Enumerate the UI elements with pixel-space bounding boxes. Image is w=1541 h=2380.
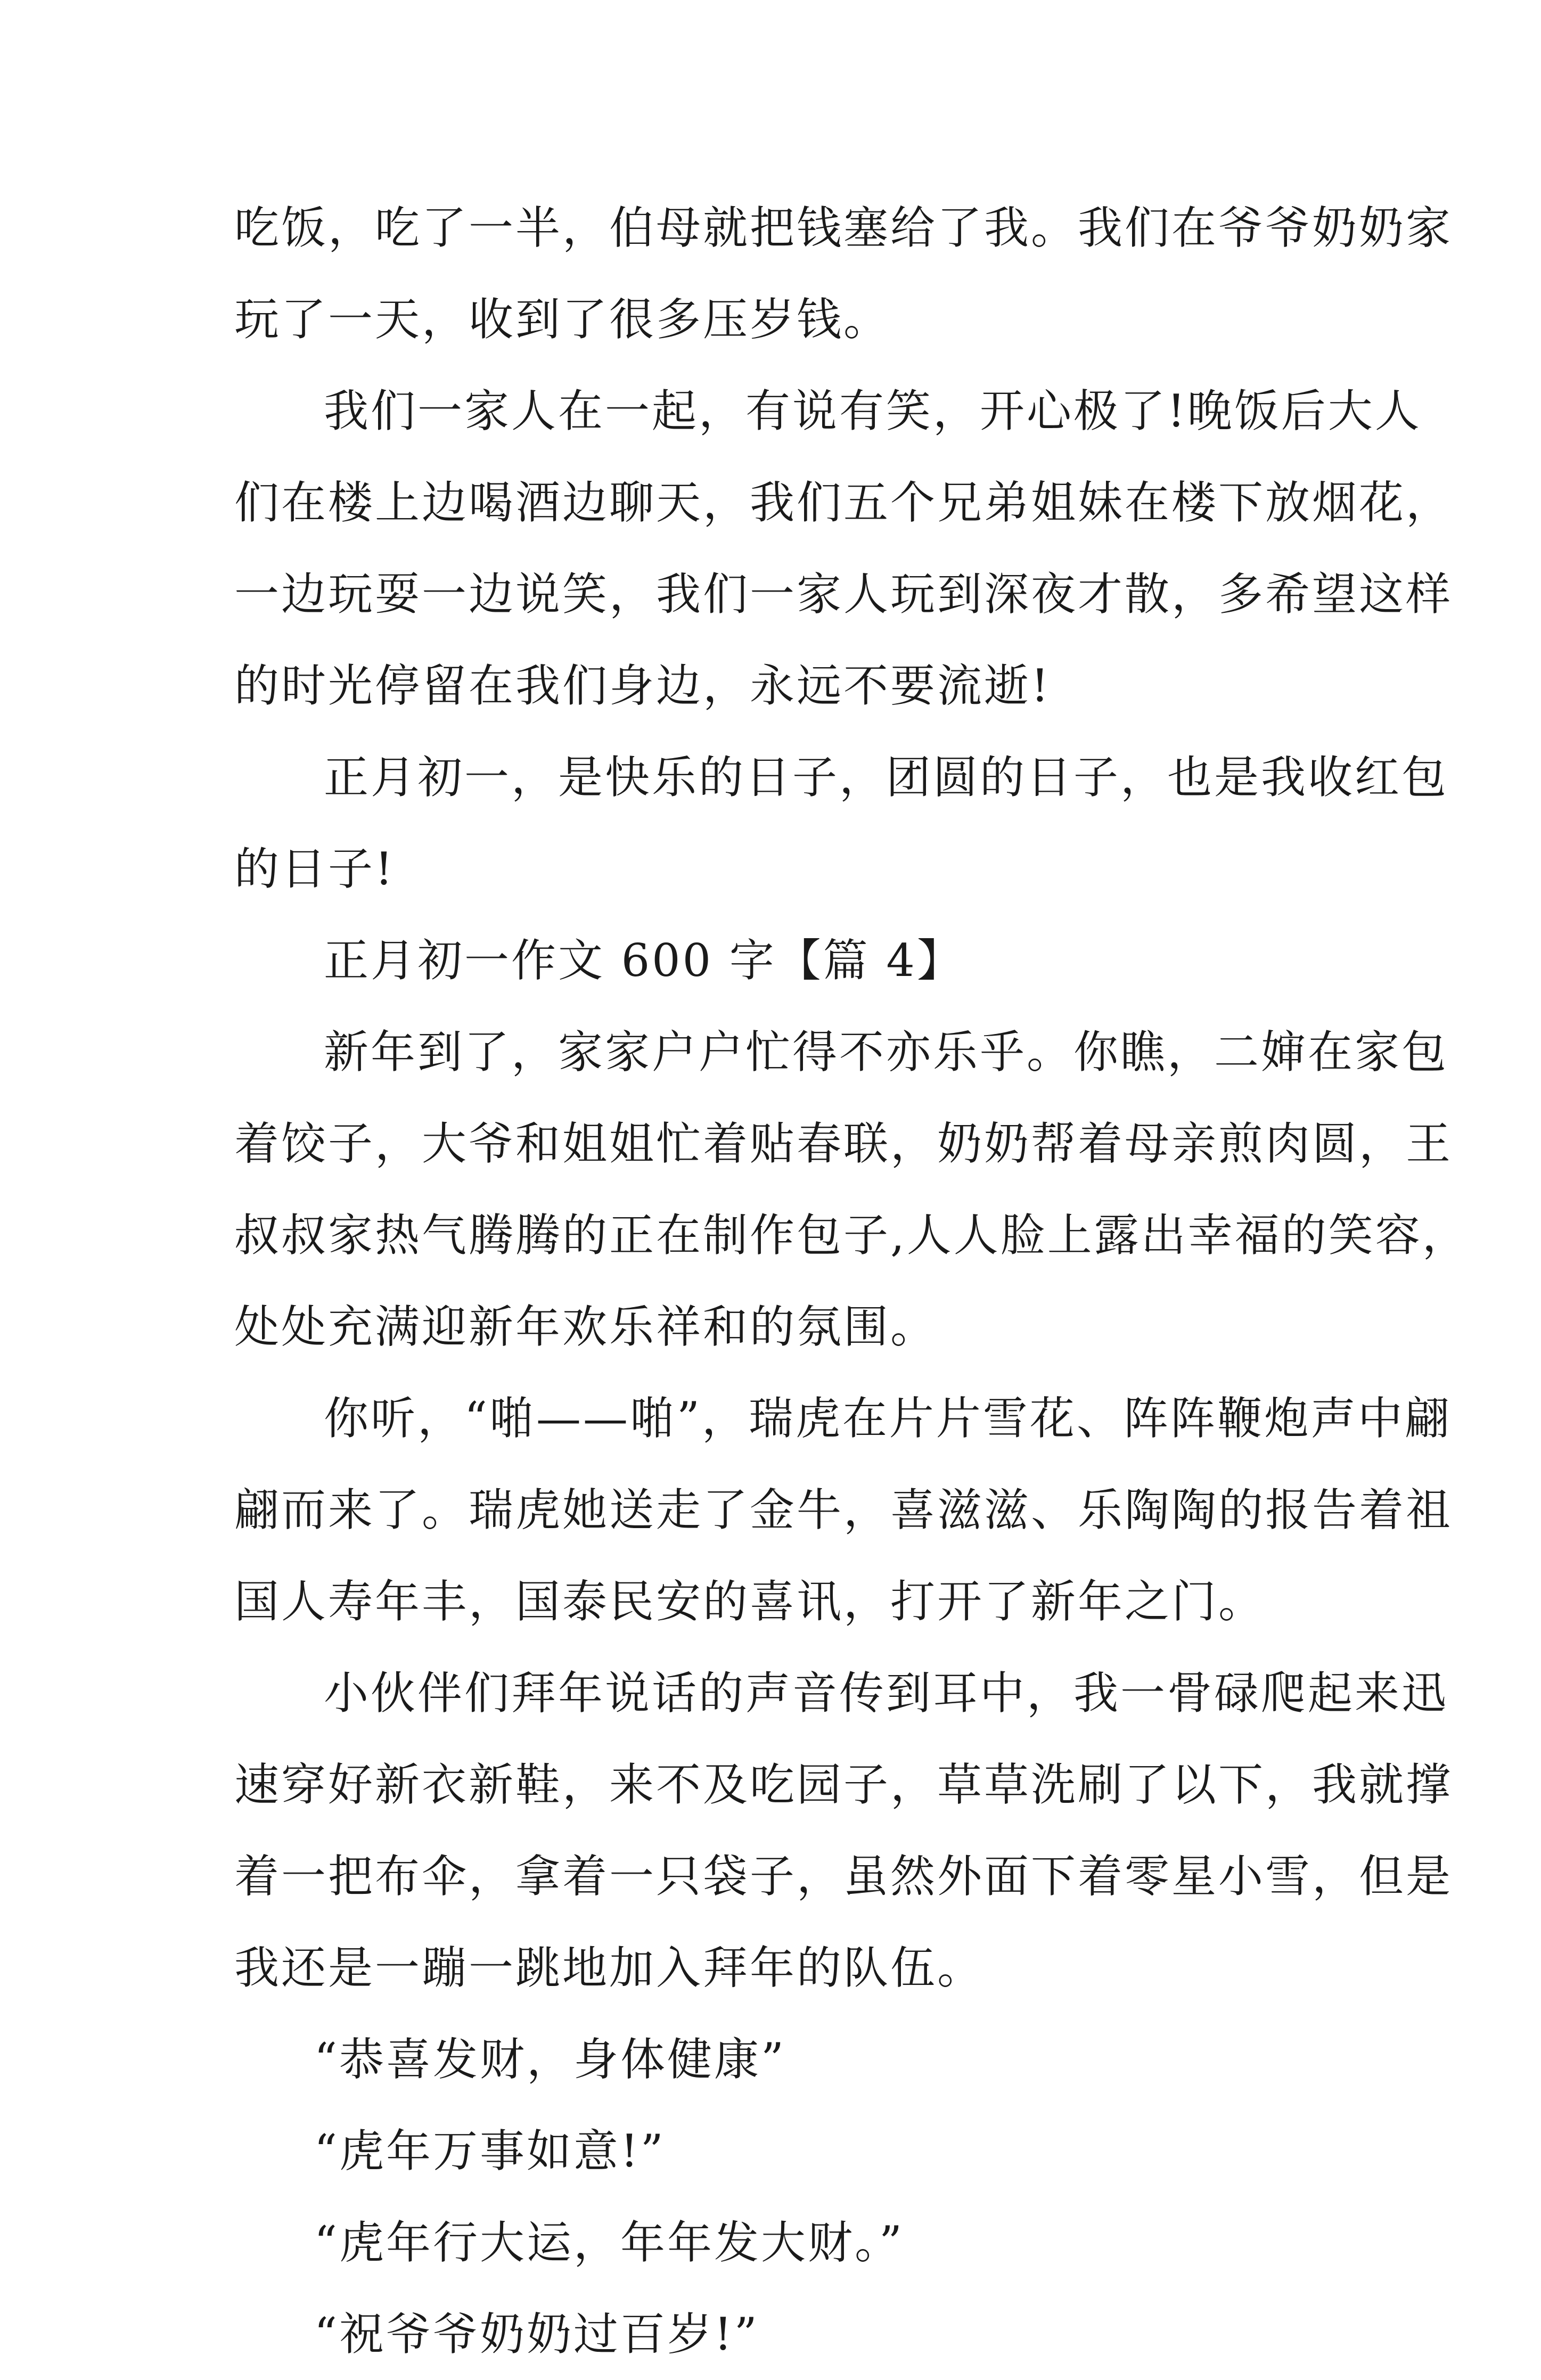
text-line: 玩了一天，收到了很多压岁钱。 bbox=[234, 293, 891, 346]
section-heading: 正月初一作文 600 字【篇 4】 bbox=[324, 934, 964, 987]
text-line: 我还是一蹦一跳地加入拜年的队伍。 bbox=[234, 1942, 985, 1994]
text-line: 着饺子，大爷和姐姐忙着贴春联，奶奶帮着母亲煎肉圆，王 bbox=[234, 1118, 1453, 1170]
text-line: 的时光停留在我们身边，永远不要流逝! bbox=[234, 660, 1051, 712]
quote-line: “虎年行大运，年年发大财。” bbox=[314, 2217, 904, 2269]
quote-line: “祝爷爷奶奶过百岁!” bbox=[314, 2308, 759, 2360]
quote-line: “恭喜发财，身体健康” bbox=[314, 2033, 786, 2086]
text-line: 国人寿年丰，国泰民安的喜讯，打开了新年之门。 bbox=[234, 1575, 1266, 1628]
text-line: 翩而来了。瑞虎她送走了金牛，喜滋滋、乐陶陶的报告着祖 bbox=[234, 1484, 1453, 1536]
paragraph-start-line: 我们一家人在一起，有说有笑，开心极了!晚饭后大人 bbox=[324, 385, 1422, 437]
text-line: 处处充满迎新年欢乐祥和的氛围。 bbox=[234, 1301, 938, 1353]
paragraph-start-line: 正月初一，是快乐的日子，团圆的日子，也是我收红包 bbox=[324, 751, 1449, 803]
quote-line: “虎年万事如意!” bbox=[314, 2125, 666, 2177]
paragraph-start-line: 新年到了，家家户户忙得不亦乐乎。你瞧，二婶在家包 bbox=[324, 1026, 1449, 1078]
text-line: 着一把布伞，拿着一只袋子，虽然外面下着零星小雪，但是 bbox=[234, 1850, 1453, 1902]
text-line: 的日子! bbox=[234, 843, 395, 895]
document-body bbox=[234, 182, 1469, 2380]
text-line: 速穿好新衣新鞋，来不及吃园子，草草洗刷了以下，我就撑 bbox=[234, 1759, 1453, 1811]
paragraph-start-line: 你听，“啪——啪”，瑞虎在片片雪花、阵阵鞭炮声中翩 bbox=[324, 1392, 1452, 1445]
text-line: 一边玩耍一边说笑，我们一家人玩到深夜才散，多希望这样 bbox=[234, 568, 1453, 620]
text-line: 们在楼上边喝酒边聊天，我们五个兄弟姐妹在楼下放烟花， bbox=[234, 477, 1453, 529]
paragraph-start-line: 小伙伴们拜年说话的声音传到耳中，我一骨碌爬起来迅 bbox=[324, 1667, 1449, 1719]
text-line: 叔叔家热气腾腾的正在制作包子,人人脸上露出幸福的笑容， bbox=[234, 1209, 1469, 1261]
text-line: 吃饭，吃了一半，伯母就把钱塞给了我。我们在爷爷奶奶家 bbox=[234, 202, 1453, 254]
